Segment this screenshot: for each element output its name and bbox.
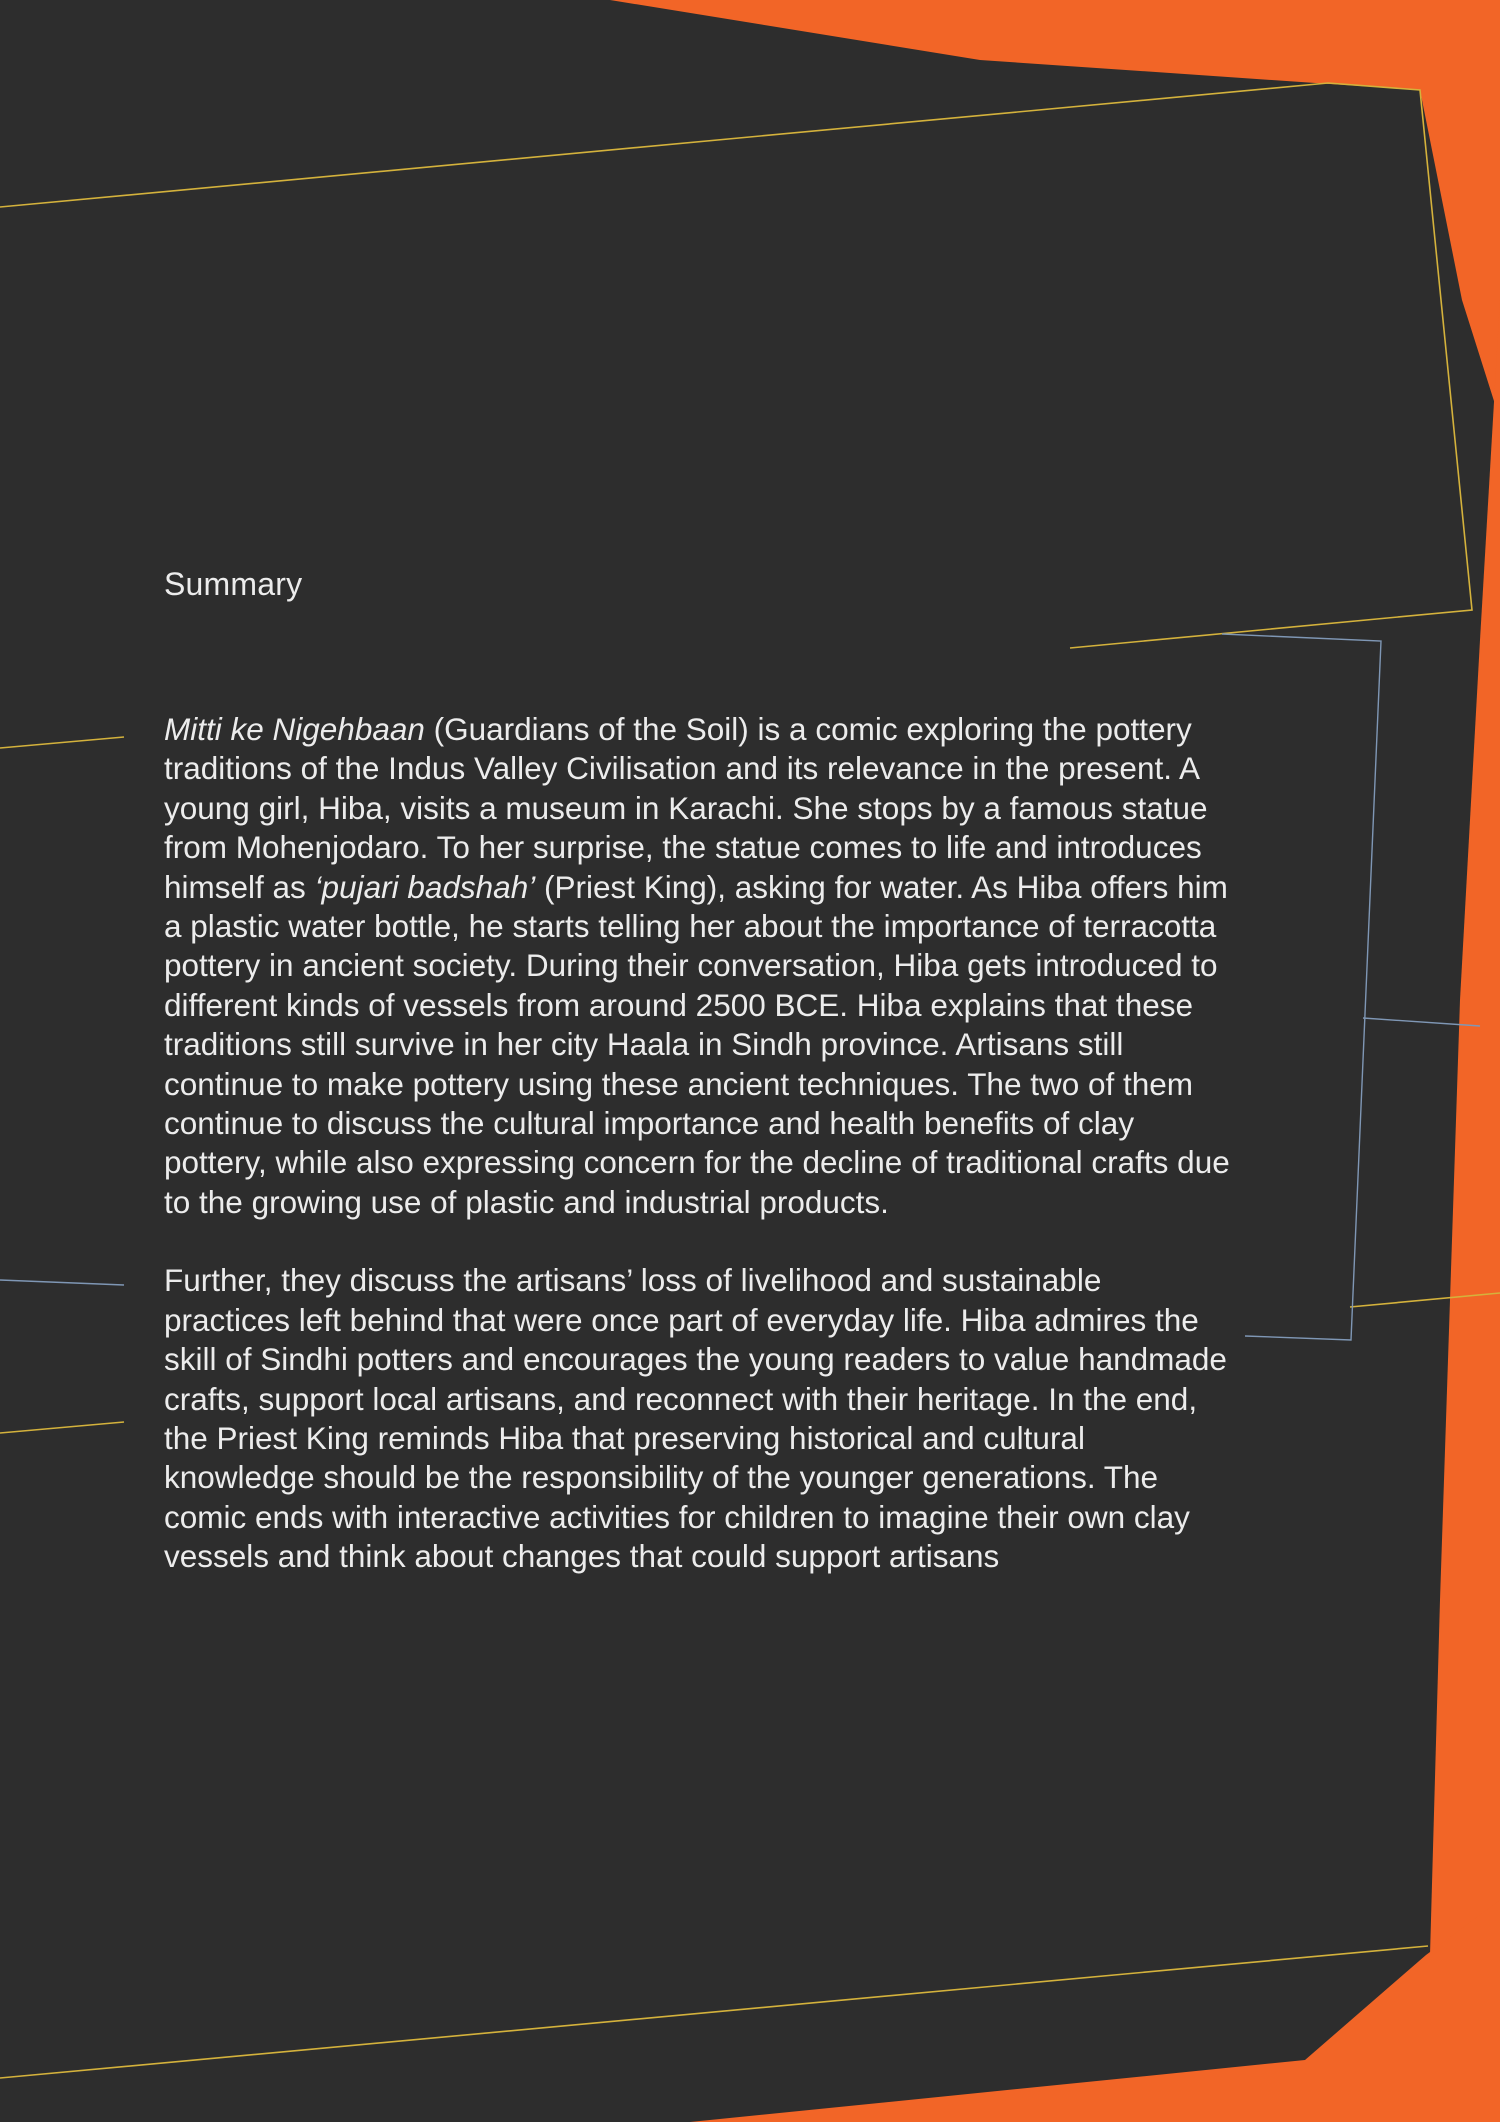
orange-right-shape xyxy=(1430,300,1500,2122)
summary-paragraph-1 xyxy=(164,710,1234,1222)
priest-king-term: ‘pujari badshah’ xyxy=(314,868,536,905)
orange-top-shape xyxy=(610,0,1500,420)
comic-title: Mitti ke Nigehbaan xyxy=(164,711,425,747)
paragraph-1-text-a: (Guardians of the Soil) is a comic exploring the pottery traditions of the Indus Valley Civilisation and its relevance in the present. A young girl, Hiba, visits a museum in Karachi. She stops by a famous statue from Mohenjodaro. To her surprise, the statue comes to life and introduces himself as xyxy=(164,711,1208,905)
paragraph-1-text-b: (Priest King), asking for water. As Hiba offers him a plastic water bottle, he starts telling her about the importance of terracotta pottery in ancient society. During their conversation, Hiba gets introduced to different kinds of vessels from around 2500 BCE. Hiba explains that these traditions still survive in her city Haala in Sindh province. Artisans still continue to make pottery using these ancient techniques. The two of them continue to discuss the cultural importance and health benefits of clay pottery, while also expressing concern for the decline of traditional crafts due to the growing use of plastic and industrial products. xyxy=(164,868,1230,1220)
summary-paragraph-2: Further, they discuss the artisans’ loss of livelihood and sustainable practices left behind that were once part of everyday life. Hiba admires the skill of Sindhi potters and encourages the young readers to value handmade crafts, support local artisans, and reconnect with their heritage. In the end, the Priest King reminds Hiba that preserving historical and cultural knowledge should be the responsibility of the younger generations. The comic ends with interactive activities for children to imagine their own clay vessels and think about changes that could support artisans xyxy=(164,1262,1227,1575)
summary-body xyxy=(164,710,1234,1577)
orange-bottom-shape xyxy=(690,1900,1500,2122)
summary-heading: Summary xyxy=(164,566,303,602)
